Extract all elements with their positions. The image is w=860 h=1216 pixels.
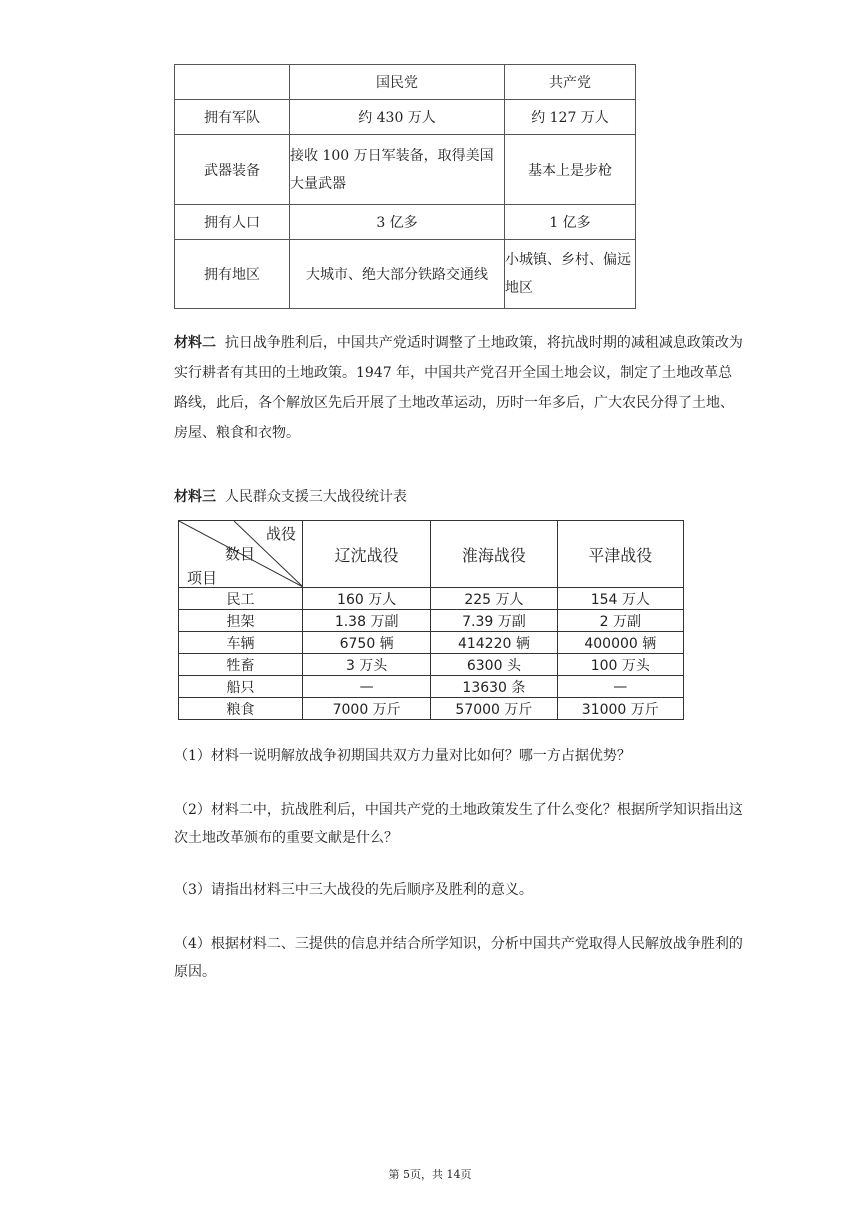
table-cell: 约 430 万人 xyxy=(290,100,505,135)
table-row xyxy=(175,205,636,240)
row-label: 车辆 xyxy=(179,632,303,654)
corner-middle-label: 数目 xyxy=(225,545,256,563)
column-header: 辽沈战役 xyxy=(303,521,431,588)
table-cell: 414220 辆 xyxy=(431,632,557,654)
material-three-title: 人民群众支援三大战役统计表 xyxy=(224,489,407,505)
table-row xyxy=(179,698,684,720)
material-two-text: 抗日战争胜利后，中国共产党适时调整了土地政策，将抗战时期的减租减息政策改为实行耕者有其田的土地政策。1947 年，中国共产党召开全国土地会议，制定了土地改革总路线，此后，各个解放区先后开展了土地改革运动，历时一年多后，广大农民分得了土地、房屋、粮食和衣物。 xyxy=(174,335,743,441)
table-row xyxy=(179,676,684,698)
corner-top-label: 战役 xyxy=(266,525,297,543)
table-cell: 基本上是步枪 xyxy=(505,135,636,205)
table-cell: 大城市、绝大部分铁路交通线 xyxy=(290,240,505,309)
material-two-paragraph xyxy=(174,328,744,448)
table-cell: 2 万副 xyxy=(557,610,683,632)
table-cell: 接收 100 万日军装备，取得美国大量武器 xyxy=(290,135,505,205)
material-three-heading xyxy=(174,482,744,512)
header-cell: 国民党 xyxy=(290,65,505,100)
table-header-row xyxy=(179,521,684,588)
row-label: 粮食 xyxy=(179,698,303,720)
row-label: 船只 xyxy=(179,676,303,698)
column-header: 平津战役 xyxy=(557,521,683,588)
table-row xyxy=(179,654,684,676)
table-row xyxy=(175,100,636,135)
table-cell: 6750 辆 xyxy=(303,632,431,654)
table-row xyxy=(179,588,684,610)
row-label: 民工 xyxy=(179,588,303,610)
diagonal-corner-cell xyxy=(179,521,303,588)
table-row xyxy=(175,135,636,205)
table-cell: — xyxy=(303,676,431,698)
material-two-label: 材料二 xyxy=(174,335,216,351)
table-row xyxy=(179,632,684,654)
table-cell: 13630 条 xyxy=(431,676,557,698)
table-cell: 3 万头 xyxy=(303,654,431,676)
table-cell: 225 万人 xyxy=(431,588,557,610)
material-three-label: 材料三 xyxy=(174,489,216,505)
table-cell: 154 万人 xyxy=(557,588,683,610)
header-cell xyxy=(175,65,290,100)
table-cell: 1 亿多 xyxy=(505,205,636,240)
row-label: 武器装备 xyxy=(175,135,290,205)
table-cell: 6300 头 xyxy=(431,654,557,676)
page-footer: 第 5页，共 14页 xyxy=(388,1168,472,1181)
question-4: （4）根据材料二、三提供的信息并结合所学知识，分析中国共产党取得人民解放战争胜利的原因。 xyxy=(174,936,743,980)
question-1: （1）材料一说明解放战争初期国共双方力量对比如何？哪一方占据优势？ xyxy=(174,748,631,764)
row-label: 牲畜 xyxy=(179,654,303,676)
row-label: 担架 xyxy=(179,610,303,632)
table-row xyxy=(175,240,636,309)
table-cell: 1.38 万副 xyxy=(303,610,431,632)
corner-bottom-label: 项目 xyxy=(187,569,218,587)
table-cell: 160 万人 xyxy=(303,588,431,610)
question-2: （2）材料二中，抗战胜利后，中国共产党的土地政策发生了什么变化？根据所学知识指出这次土地改革颁布的重要文献是什么？ xyxy=(174,802,743,846)
table-cell: — xyxy=(557,676,683,698)
table-cell: 57000 万斤 xyxy=(431,698,557,720)
force-comparison-table xyxy=(174,64,636,309)
table-cell: 100 万头 xyxy=(557,654,683,676)
table-cell: 约 127 万人 xyxy=(505,100,636,135)
row-label: 拥有人口 xyxy=(175,205,290,240)
header-cell: 共产党 xyxy=(505,65,636,100)
table-cell: 7000 万斤 xyxy=(303,698,431,720)
battle-support-table xyxy=(178,520,684,720)
row-label: 拥有地区 xyxy=(175,240,290,309)
column-header: 淮海战役 xyxy=(431,521,557,588)
table-cell: 7.39 万副 xyxy=(431,610,557,632)
table-header-row xyxy=(175,65,636,100)
table-row xyxy=(179,610,684,632)
table-cell: 400000 辆 xyxy=(557,632,683,654)
table-cell: 小城镇、乡村、偏远地区 xyxy=(505,240,636,309)
row-label: 拥有军队 xyxy=(175,100,290,135)
table-cell: 3 亿多 xyxy=(290,205,505,240)
battle-support-table-wrap xyxy=(178,520,684,729)
table-cell: 31000 万斤 xyxy=(557,698,683,720)
question-3: （3）请指出材料三中三大战役的先后顺序及胜利的意义。 xyxy=(174,882,533,898)
